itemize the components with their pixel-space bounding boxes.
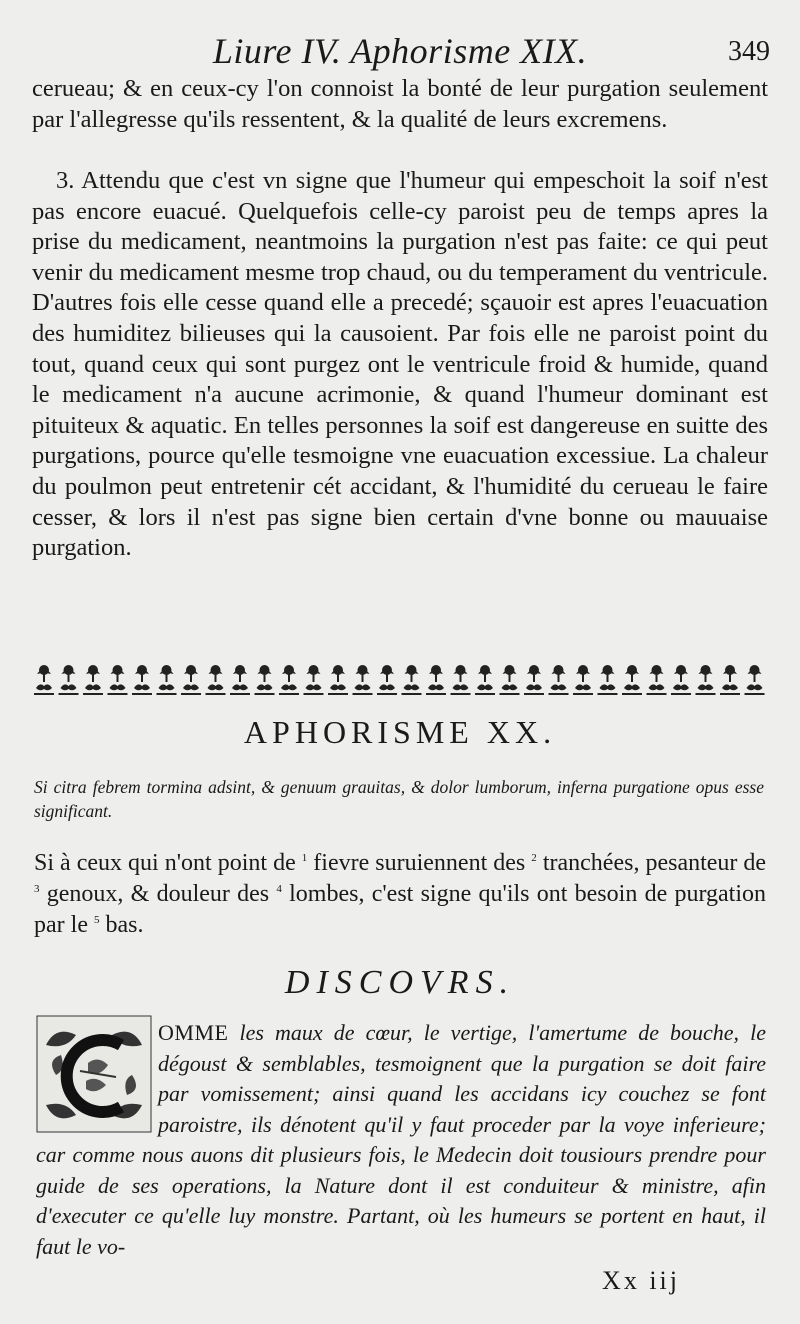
note-marker: 1 [301,852,308,864]
running-title: Liure IV. Aphorisme XIX. [212,31,588,71]
aphorism-heading: APHORISME XX. [243,714,557,750]
note-marker: 2 [531,852,537,864]
note-marker: 5 [93,914,100,926]
running-head [30,30,770,80]
note-marker: 3 [34,883,40,895]
discours-body: OMME les maux de cœur, le vertige, l'amertume de bouche, le dégoust & semblables, tesmoignent que la purgation se doit faire par vomissement; ainsi quand les accidans icy couchez se font paroistre, ils dénotent qu'il y faut proceder par la voye inferieure; car comme nous auons dit plusieurs fois, le Medecin doit tousiours prendre pour guide de ses operations, la Nature dont il est conduiteur & ministre, afin d'executer ce qu'elle luy monstre. Partant, où les humeurs se portent en haut, il faut le vo- [36,1020,767,1259]
discours-heading: DISCOVRS. [284,964,516,1001]
paragraph-continued: cerueau; & en ceux-cy l'on connoist la bonté de leur purgation seulement par l'allegresse qu'ils ressentent, & la qualité de leurs excremens. [32,75,768,133]
initial-word: OMME [158,1020,229,1045]
aphorism-french-text: Si à ceux qui n'ont point de $^1$ fievre suruiennent des $^2$ tranchées, pesanteur de $^3$ genoux, & douleur des $^4$ lombes, c'est signe qu'ils ont besoin de purgation par le $^5$ bas. [34,850,767,938]
ornament-band [32,658,768,698]
signature-mark: Xx iij [602,1266,680,1295]
note-marker: 4 [276,883,282,895]
paragraph-note-3: 3. Attendu que c'est vn signe que l'humeur qui empeschoit la soif n'est pas encore euacué. Quelquefois celle-cy paroist peu de temps apres la prise du medicament, neantmoins la purgation n'est pas faite: ce qui peut venir du medicament mesme trop chaud, ou du temperament du ventricule. D'autres fois elle cesse quand elle a precedé; sçauoir est apres l'euacuation des humiditez bilieuses qui la causoient. Par fois elle ne paroist point du tout, quand ceux qui sont purgez ont le ventricule froid & humide, quand le medicament n'a aucune acrimonie, & quand l'humeur dominant est pituiteux & aquatic. En telles personnes la soif est dangereuse en suitte des purgations, pource qu'elle tesmoigne vne euacuation excessiue. La chaleur du poulmon peut entretenir cét accidant, & l'humidité du cerueau le faire cesser, & lors il n'est pas signe bien certain d'vne bonne ou mauuaise purgation. [32,167,768,562]
aphorism-latin-text: Si citra febrem tormina adsint, & genuum grauitas, & dolor lumborum, inferna purgatione opus esse significant. [34,777,764,821]
page-number: 349 [728,36,770,67]
